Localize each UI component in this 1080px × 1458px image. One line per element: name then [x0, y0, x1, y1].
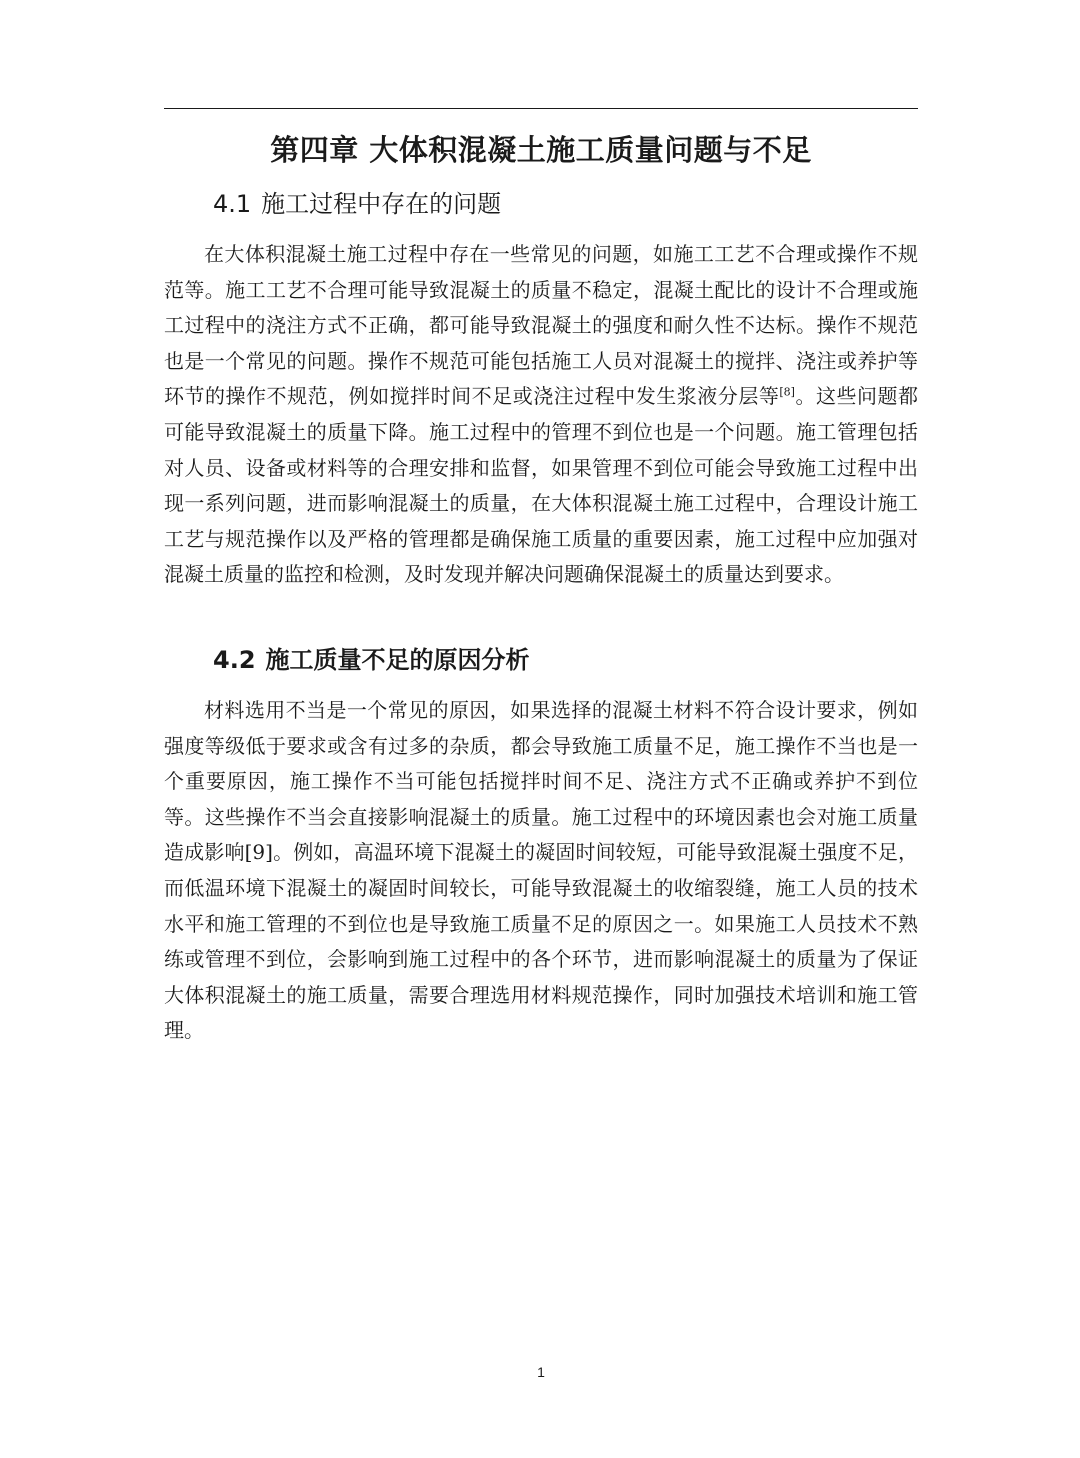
- chapter-title: 第四章 大体积混凝土施工质量问题与不足: [270, 133, 812, 167]
- section-title: 施工过程中存在的问题: [261, 190, 502, 218]
- section-4-2-paragraph: 材料选用不当是一个常见的原因，如果选择的混凝土材料不符合设计要求，例如强度等级低于要求或含有过多的杂质，都会导致施工质量不足，施工操作不当也是一个重要原因，施工操作不当可能包括搅拌时间不足、浇注方式不正确或养护不到位等。这些操作不当会直接影响混凝土的质量。施工过程中的环境因素也会对施工质量造成影响[9]。例如，高温环境下混凝土的凝固时间较短，可能导致混凝土强度不足，而低温环境下混凝土的凝固时间较长，可能导致混凝土的收缩裂缝，施工人员的技术水平和施工管理的不到位也是导致施工质量不足的原因之一。如果施工人员技术不熟练或管理不到位，会影响到施工过程中的各个环节，进而影响混凝土的质量为了保证大体积混凝土的施工质量，需要合理选用材料规范操作，同时加强技术培训和施工管理。: [164, 698, 918, 1043]
- section-number: 4.1: [213, 190, 252, 218]
- paragraph-text: 在大体积混凝土施工过程中存在一些常见的问题，如施工工艺不合理或操作不规范等。施工工艺不合理可能导致混凝土的质量不稳定，混凝土配比的设计不合理或施工过程中的浇注方式不正确，都可能导致混凝土的强度和耐久性不达标。操作不规范也是一个常见的问题。操作不规范可能包括施工人员对混凝土的搅拌、浇注或养护等环节的操作不规范，例如搅拌时间不足或浇注过程中发生浆液分层等: [164, 242, 918, 409]
- section-heading-4-1: [213, 184, 501, 224]
- section-4-1-paragraph: [164, 237, 918, 593]
- section-number: 4.2: [213, 646, 256, 674]
- section-heading-4-2: [213, 640, 530, 680]
- citation-ref: [8]: [779, 385, 795, 399]
- section-title: 施工质量不足的原因分析: [265, 646, 530, 674]
- page-number: 1: [537, 1364, 545, 1380]
- header-rule: [164, 108, 918, 109]
- paragraph-text-continued: 。这些问题都可能导致混凝土的质量下降。施工过程中的管理不到位也是一个问题。施工管理包括对人员、设备或材料等的合理安排和监督，如果管理不到位可能会导致施工过程中出现一系列问题，进而影响混凝土的质量，在大体积混凝土施工过程中，合理设计施工工艺与规范操作以及严格的管理都是确保施工质量的重要因素，施工过程中应加强对混凝土质量的监控和检测，及时发现并解决问题确保混凝土的质量达到要求。: [164, 384, 919, 587]
